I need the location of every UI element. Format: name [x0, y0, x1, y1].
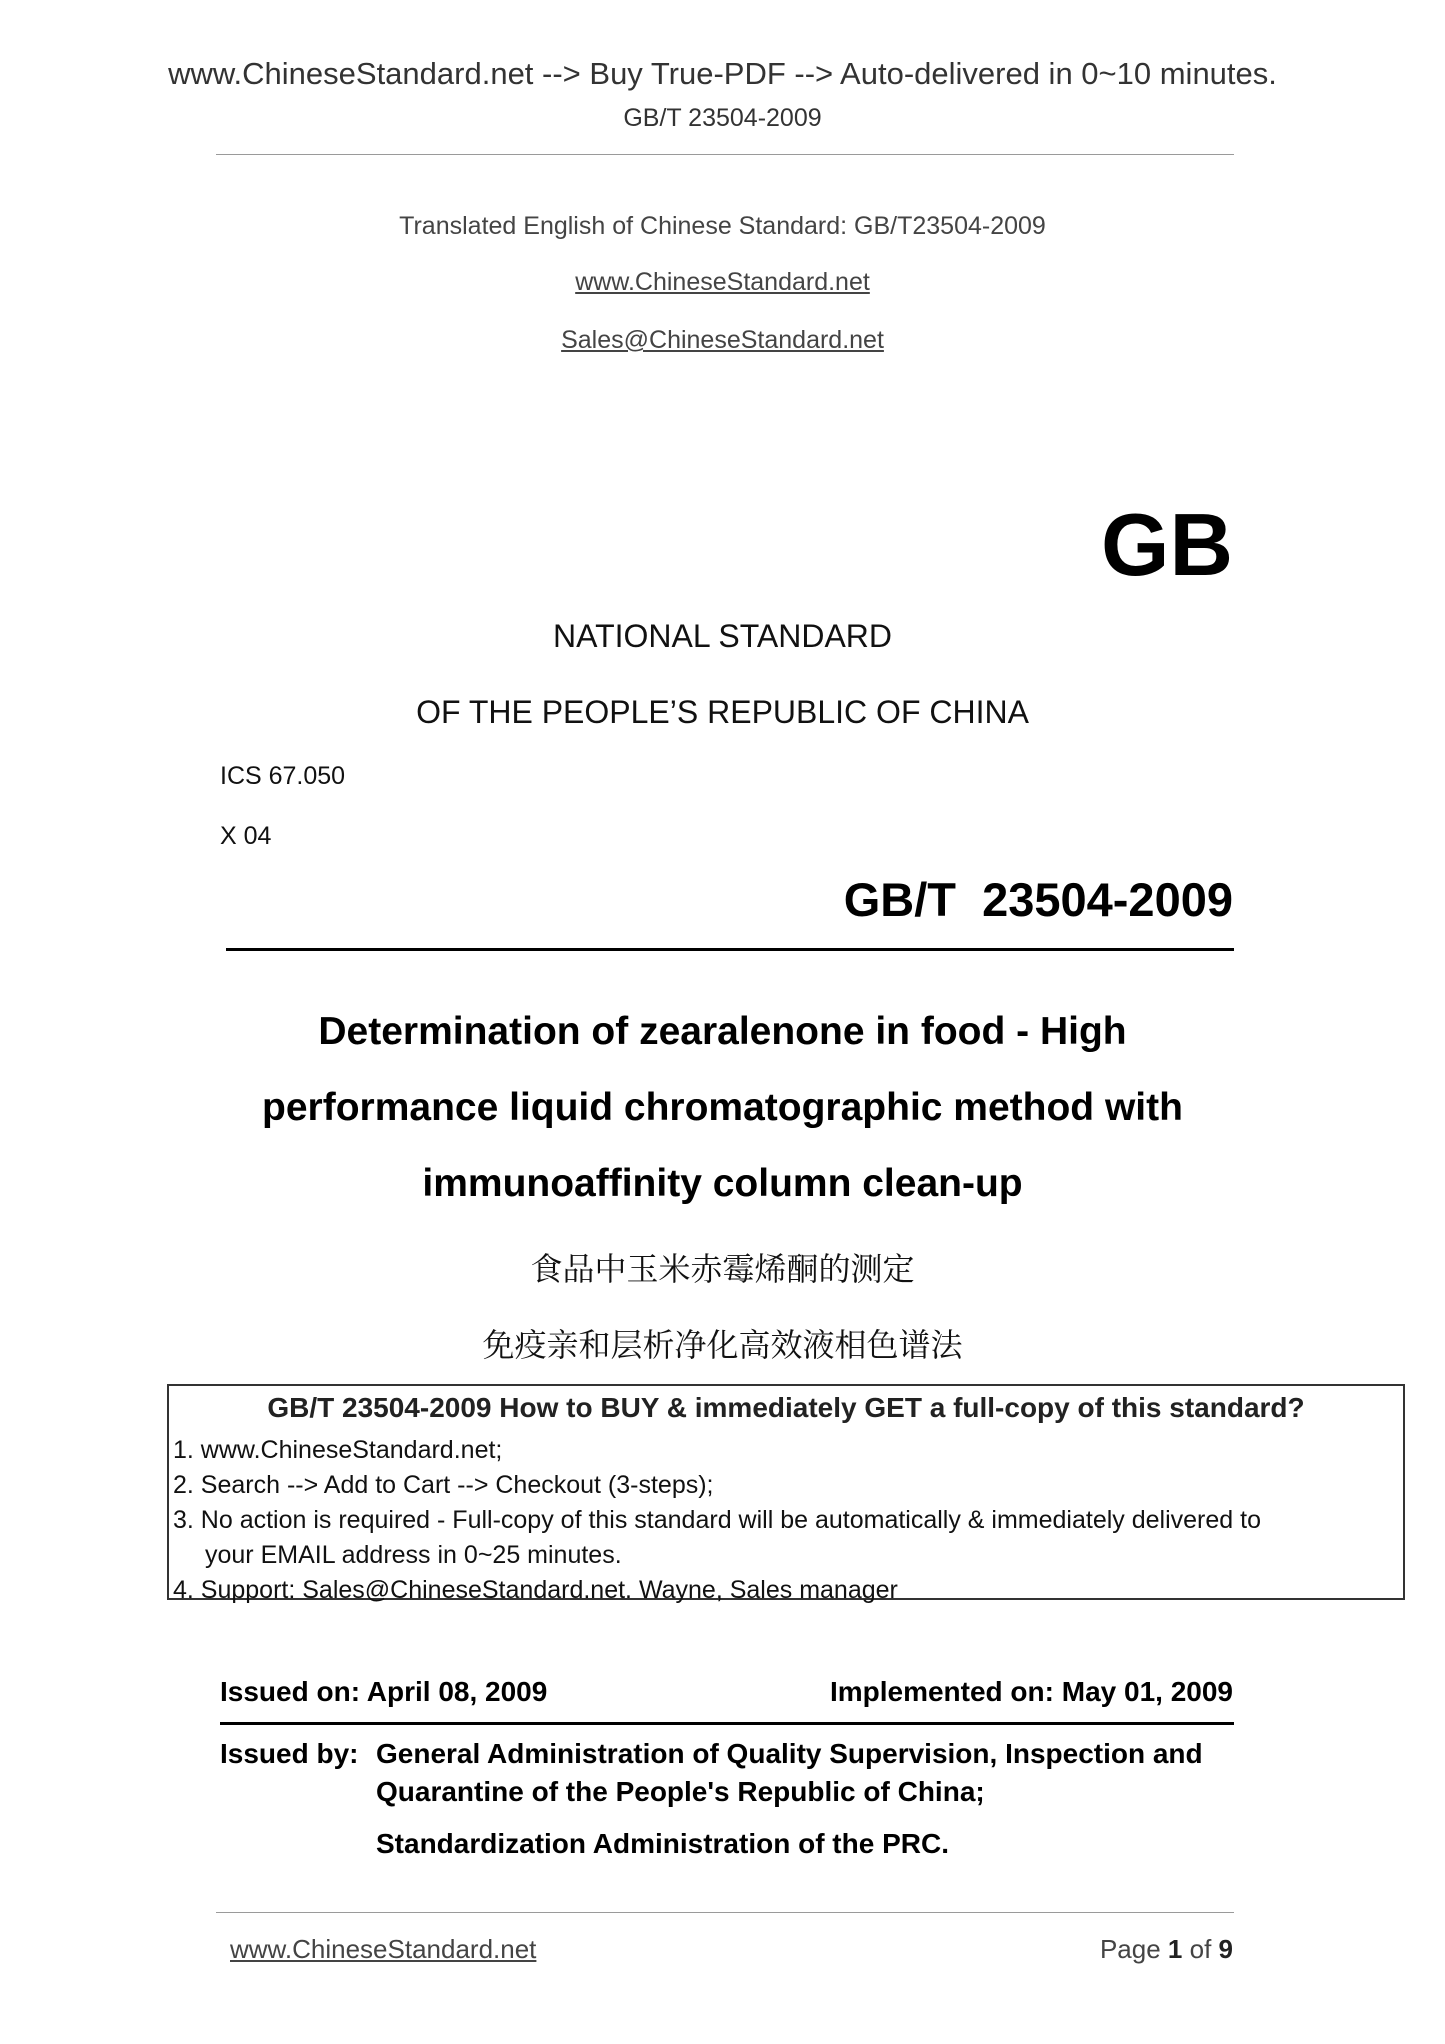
page-prefix: Page: [1099, 1934, 1168, 1964]
sales-email-link[interactable]: Sales@ChineseStandard.net: [561, 326, 884, 354]
ics-code: ICS 67.050: [220, 762, 346, 790]
document-title-line3: immunoaffinity column clean-up: [422, 1162, 1023, 1205]
header-standard-code: GB/T 23504-2009: [623, 104, 822, 132]
purchase-step-3: 3. No action is required - Full-copy of this standard will be automatically & immediately delivered to: [173, 1506, 1261, 1534]
document-title-line2: performance liquid chromatographic method with: [262, 1086, 1183, 1129]
website-link-wrapper: [0, 268, 1445, 297]
purchase-step-1: 1. www.ChineseStandard.net;: [173, 1436, 503, 1464]
chinese-title-line1: 食品中玉米赤霉烯酮的测定: [530, 1250, 915, 1288]
issue-divider: [220, 1722, 1234, 1725]
header-divider: [216, 154, 1234, 155]
translation-note: Translated English of Chinese Standard: GB/T23504-2009: [399, 212, 1046, 240]
purchase-step-4: 4. Support: Sales@ChineseStandard.net. Wayne, Sales manager: [173, 1576, 898, 1604]
page-mid: of: [1182, 1934, 1219, 1964]
footer-website-link[interactable]: www.ChineseStandard.net: [230, 1934, 537, 1964]
purchase-step-2: 2. Search --> Add to Cart --> Checkout (3-steps);: [173, 1471, 714, 1499]
implemented-on-date: Implemented on: May 01, 2009: [829, 1676, 1233, 1707]
email-link-wrapper: [0, 326, 1445, 355]
purchase-box-title: GB/T 23504-2009 How to BUY & immediately GET a full-copy of this standard?: [267, 1392, 1305, 1423]
document-title-line1: Determination of zearalenone in food - High: [318, 1010, 1127, 1053]
page-indicator: [1100, 1934, 1233, 1965]
national-standard-line2: OF THE PEOPLE’S REPUBLIC OF CHINA: [416, 694, 1029, 730]
issued-on-date: Issued on: April 08, 2009: [220, 1676, 548, 1707]
issued-by-label: Issued by:: [220, 1738, 359, 1769]
chinese-title-line2: 免疫亲和层析净化高效液相色谱法: [482, 1326, 963, 1364]
issuer-line3: Standardization Administration of the PRC.: [376, 1828, 949, 1859]
issuer-line1: General Administration of Quality Supervision, Inspection and: [376, 1738, 1203, 1769]
national-standard-line1: NATIONAL STANDARD: [553, 618, 892, 654]
top-banner: www.ChineseStandard.net --> Buy True-PDF --> Auto-delivered in 0~10 minutes.: [168, 56, 1277, 91]
standard-code: GB/T 23504-2009: [843, 873, 1233, 926]
title-divider: [226, 948, 1234, 951]
website-link[interactable]: www.ChineseStandard.net: [575, 268, 870, 296]
ccs-code: X 04: [220, 822, 272, 850]
page-current: 1: [1167, 1934, 1183, 1964]
page-total: 9: [1218, 1934, 1233, 1964]
purchase-info-box: [167, 1384, 1405, 1604]
issuer-line2: Quarantine of the People's Republic of China;: [376, 1776, 985, 1807]
gb-logo: GB: [1101, 495, 1233, 594]
purchase-step-3-cont: your EMAIL address in 0~25 minutes.: [205, 1541, 622, 1569]
footer-divider: [216, 1912, 1234, 1913]
